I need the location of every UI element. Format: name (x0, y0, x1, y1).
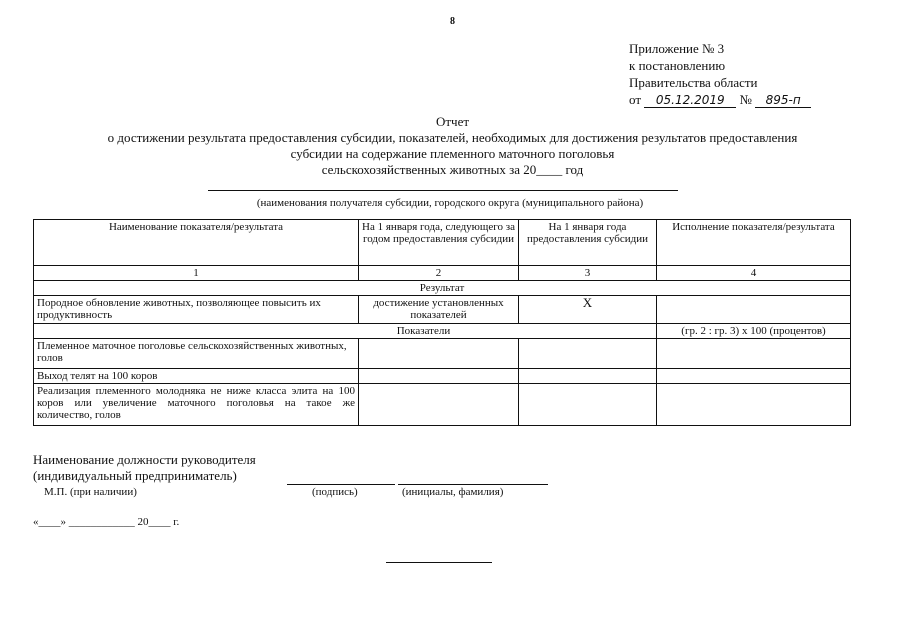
appendix-line-2: к постановлению (629, 58, 726, 73)
result-col3: Х (519, 296, 657, 324)
signature-caption: (подпись) (312, 486, 358, 498)
indicators-formula: (гр. 2 : гр. 3) х 100 (процентов) (657, 324, 851, 339)
title-line-3: субсидии на содержание племенного маточного поголовья (290, 146, 615, 161)
recipient-caption: (наименования получателя субсидии, городского округа (муниципального района) (256, 197, 644, 209)
page-number: 8 (450, 16, 455, 27)
title-line-2: о достижении результата предоставления субсидии, показателей, необходимых для достижения результатов предоставления (107, 130, 798, 145)
appendix-line-1: Приложение № 3 (629, 41, 725, 56)
indicator-cell (657, 369, 851, 384)
indicator-name: Реализация племенного молодняка не ниже класса элита на 100 коров или увеличение маточного поголовья на такое же количество, голов (34, 384, 359, 426)
indicator-cell (359, 339, 519, 369)
indicator-name: Выход телят на 100 коров (34, 369, 359, 384)
indicator-cell (519, 369, 657, 384)
header-next-year: На 1 января года, следующего за годом предоставления субсидии (359, 220, 519, 266)
result-col2: достижение установленных показателей (359, 296, 519, 324)
section-indicators: Показатели (34, 324, 657, 339)
col-number-3: 3 (519, 266, 657, 281)
result-row (34, 296, 851, 324)
section-result-row (34, 281, 851, 296)
date-fill-line: «____» ____________ 20____ г. (33, 516, 180, 528)
indicator-cell (519, 339, 657, 369)
result-name: Породное обновление животных, позволяющее повысить их продуктивность (34, 296, 359, 324)
header-execution: Исполнение показателя/результата (657, 220, 851, 266)
numbering-row (34, 266, 851, 281)
indicator-cell (519, 384, 657, 426)
appendix-date-line (629, 91, 811, 108)
table-row (34, 339, 851, 369)
col-number-4: 4 (657, 266, 851, 281)
result-col4 (657, 296, 851, 324)
footer-divider (386, 562, 492, 563)
appendix-line-3: Правительства области (629, 75, 758, 90)
initials-caption: (инициалы, фамилия) (402, 486, 504, 498)
section-indicators-row (34, 324, 851, 339)
indicator-name: Племенное маточное поголовье сельскохозяйственных животных, голов (34, 339, 359, 369)
table-row (34, 369, 851, 384)
handwritten-date: 05.12.2019 (644, 94, 736, 108)
header-current-year: На 1 января года предоставления субсидии (519, 220, 657, 266)
col-number-2: 2 (359, 266, 519, 281)
signature-position-line-2: (индивидуальный предприниматель) (33, 468, 237, 483)
appendix-block (629, 40, 811, 108)
header-name: Наименование показателя/результата (34, 220, 359, 266)
title-line-1: Отчет (435, 114, 470, 129)
recipient-fill-line (208, 190, 678, 191)
header-row (34, 220, 851, 266)
date-prefix: от (629, 92, 642, 107)
report-table (33, 219, 851, 426)
signature-fill-line (287, 484, 395, 485)
indicator-cell (657, 384, 851, 426)
title-line-4: сельскохозяйственных животных за 20____ год (321, 162, 584, 177)
col-number-1: 1 (34, 266, 359, 281)
table-row (34, 384, 851, 426)
number-prefix: № (739, 92, 752, 107)
signature-position-line-1: Наименование должности руководителя (33, 452, 256, 467)
report-title (0, 114, 905, 178)
indicator-cell (359, 369, 519, 384)
section-result: Результат (34, 281, 851, 296)
indicator-cell (359, 384, 519, 426)
indicator-cell (657, 339, 851, 369)
initials-fill-line (398, 484, 548, 485)
stamp-caption: М.П. (при наличии) (44, 486, 137, 498)
handwritten-number: 895-п (755, 94, 811, 108)
